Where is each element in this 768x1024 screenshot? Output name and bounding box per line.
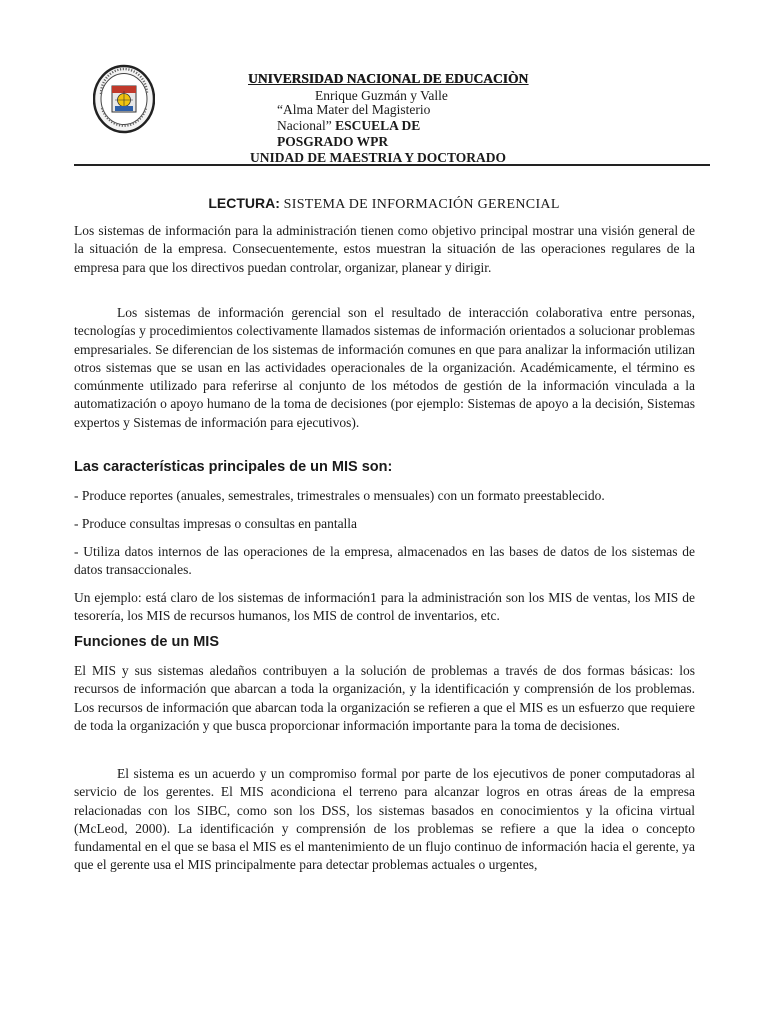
reading-title xyxy=(0,195,768,213)
heading-characteristics: Las características principales de un MIS son: xyxy=(74,459,393,475)
header-school-name: POSGRADO WPR xyxy=(277,134,389,149)
reading-topic: SISTEMA DE INFORMACIÓN GERENCIAL xyxy=(279,197,560,212)
header-subtitle: Enrique Guzmán y Valle xyxy=(315,88,448,103)
header-unit-name: UNIDAD DE MAESTRIA Y DOCTORADO xyxy=(250,150,507,165)
header-motto-line1: “Alma Mater del Magisterio xyxy=(277,102,431,117)
paragraph-functions: El MIS y sus sistemas aledaños contribuyen a la solución de problemas a través de dos formas básicas: los recursos de información que abarcan a toda la organización, y la identificación y comprensión de los problemas. Los recursos de información que abarcan toda la organización se refieren a que el MIS es un esfuerzo que requiere de toda la organización y que busca proporcionar información importante para la toma de decisiones. xyxy=(74,663,695,733)
header-school-label: ESCUELA DE xyxy=(335,118,421,133)
header-motto-end: Nacional” xyxy=(277,118,336,133)
paragraph-definition: Los sistemas de información gerencial son el resultado de interacción colaborativa entre personas, tecnologías y procedimientos colectivamente llamados sistemas de información orientados a solucionar problemas empresariales. Se diferencian de los sistemas de información comunes en que para analizar la información utilizan otros sistemas que se usan en las actividades operacionales de la organización. Académicamente, el término es comúnmente utilizado para referirse al conjunto de los métodos de gestión de la información vinculada a la automatización o apoyo humano de la toma de decisiones (por ejemplo: Sistemas de apoyo a la decisión, Sistemas expertos y Sistemas de información para ejecutivos). xyxy=(74,305,695,430)
paragraph-example: Un ejemplo: está claro de los sistemas de información1 para la administración son los MIS de ventas, los MIS de tesorería, los MIS de recursos humanos, los MIS de control de inventarios, etc. xyxy=(74,590,695,624)
paragraph-system: El sistema es un acuerdo y un compromiso formal por parte de los ejecutivos de poner computadoras al servicio de los gerentes. El MIS acondiciona el terreno para alcanzar logros en otras áreas de la empresa relacionadas con los SIBC, como son los DSS, los sistemas basados en conocimientos y la oficina virtual (McLeod, 2000). La identificación y comprensión de los problemas se refiere a que la idea o concepto fundamental en el que se basa el MIS es el mantenimiento de un flujo continuo de información hacia el gerente, ya que el gerente usa el MIS principalmente para detectar problemas actuales o urgentes, xyxy=(74,766,695,873)
heading-functions: Funciones de un MIS xyxy=(74,634,220,650)
list-item: - Produce consultas impresas o consultas en pantalla xyxy=(74,516,358,531)
reading-label: LECTURA: xyxy=(208,195,280,211)
paragraph-intro: Los sistemas de información para la administración tienen como objetivo principal mostrar una visión general de la situación de la empresa. Consecuentemente, estos muestran la situación de las operaciones regulares de la empresa para que los directivos puedan controlar, organizar, planear y dirigir. xyxy=(74,223,695,275)
header-divider xyxy=(74,164,710,166)
university-seal-logo xyxy=(93,64,155,134)
list-item: - Utiliza datos internos de las operaciones de la empresa, almacenados en las bases de datos de los sistemas de datos transaccionales. xyxy=(74,544,695,578)
university-title: UNIVERSIDAD NACIONAL DE EDUCACIÒN xyxy=(248,71,529,86)
list-item: - Produce reportes (anuales, semestrales, trimestrales o mensuales) con un formato preestablecido. xyxy=(74,488,605,503)
header-motto-line2 xyxy=(277,117,420,134)
